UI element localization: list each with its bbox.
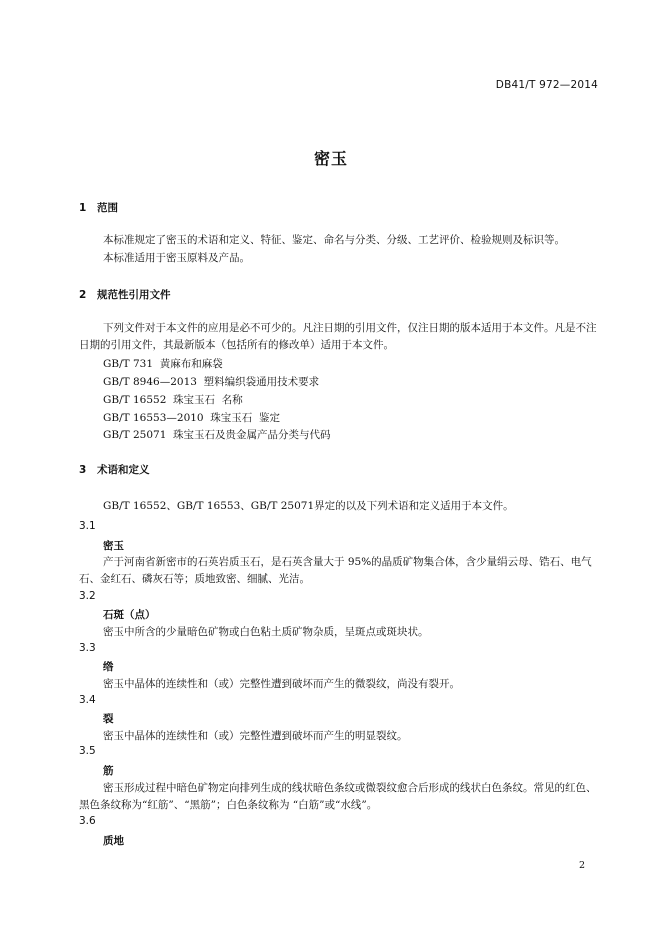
references-intro: 下列文件对于本文件的应用是必不可少的。凡注日期的引用文件，仅注日期的版本适用于本文件。凡是不注日期的引用文件，其最新版本（包括所有的修改单）适用于本文件。 (79, 322, 597, 351)
term-name: 质地 (103, 835, 124, 847)
term-number: 3.2 (79, 590, 96, 602)
terms-intro: GB/T 16552、GB/T 16553、GB/T 25071界定的以及下列术语和定义适用于本文件。 (103, 500, 514, 512)
term-name: 绺 (103, 661, 114, 673)
section-number: 2 (79, 289, 87, 301)
term-definition: 产于河南省新密市的石英岩质玉石，是石英含量大于 95%的晶质矿物集合体，含少量绢云母、锆石、电气石、金红石、磷灰石等；质地致密、细腻、光洁。 (79, 556, 592, 585)
term-definition: 密玉形成过程中暗色矿物定向排列生成的线状暗色条纹或微裂纹愈合后形成的线状白色条纹。常见的红色、黑色条纹称为“红筋”、“黑筋”；白色条纹称为 “白筋”或“水线”。 (79, 782, 597, 811)
term-name: 石斑（点） (103, 609, 156, 621)
section-number: 3 (79, 464, 87, 476)
term-number: 3.1 (79, 520, 96, 532)
term-number: 3.3 (79, 642, 96, 654)
term-name: 密玉 (103, 540, 124, 552)
term-name: 筋 (103, 765, 114, 777)
term-number: 3.4 (79, 694, 96, 706)
term-definition: 密玉中晶体的连续性和（或）完整性遭到破坏而产生的明显裂纹。 (103, 730, 408, 742)
term-definition: 密玉中所含的少量暗色矿物或白色粘土质矿物杂质，呈斑点或斑块状。 (103, 626, 429, 638)
scope-paragraph-2: 本标准适用于密玉原料及产品。 (103, 252, 250, 264)
section-title: 范围 (97, 202, 118, 214)
term-definition: 密玉中晶体的连续性和（或）完整性遭到破坏而产生的微裂纹，尚没有裂开。 (103, 678, 460, 690)
section-3-heading (79, 462, 150, 477)
reference-item: GB/T 731 黄麻布和麻袋 (103, 358, 223, 370)
term-number: 3.5 (79, 745, 96, 757)
reference-item: GB/T 25071 珠宝玉石及贵金属产品分类与代码 (103, 429, 331, 441)
reference-item: GB/T 16552 珠宝玉石 名称 (103, 394, 243, 406)
page-number: 2 (578, 860, 585, 871)
section-2-heading (79, 287, 171, 302)
section-1-heading (79, 200, 118, 215)
section-number: 1 (79, 202, 87, 214)
section-title: 规范性引用文件 (97, 289, 171, 301)
scope-paragraph-1: 本标准规定了密玉的术语和定义、特征、鉴定、命名与分类、分级、工艺评价、检验规则及标识等。 (103, 234, 565, 246)
reference-item: GB/T 16553—2010 珠宝玉石 鉴定 (103, 412, 280, 424)
term-number: 3.6 (79, 815, 96, 827)
standard-code: DB41/T 972—2014 (495, 79, 598, 91)
term-name: 裂 (103, 713, 114, 725)
page-title: 密玉 (313, 149, 348, 168)
reference-item: GB/T 8946—2013 塑料编织袋通用技术要求 (103, 376, 320, 388)
section-title: 术语和定义 (97, 464, 150, 476)
